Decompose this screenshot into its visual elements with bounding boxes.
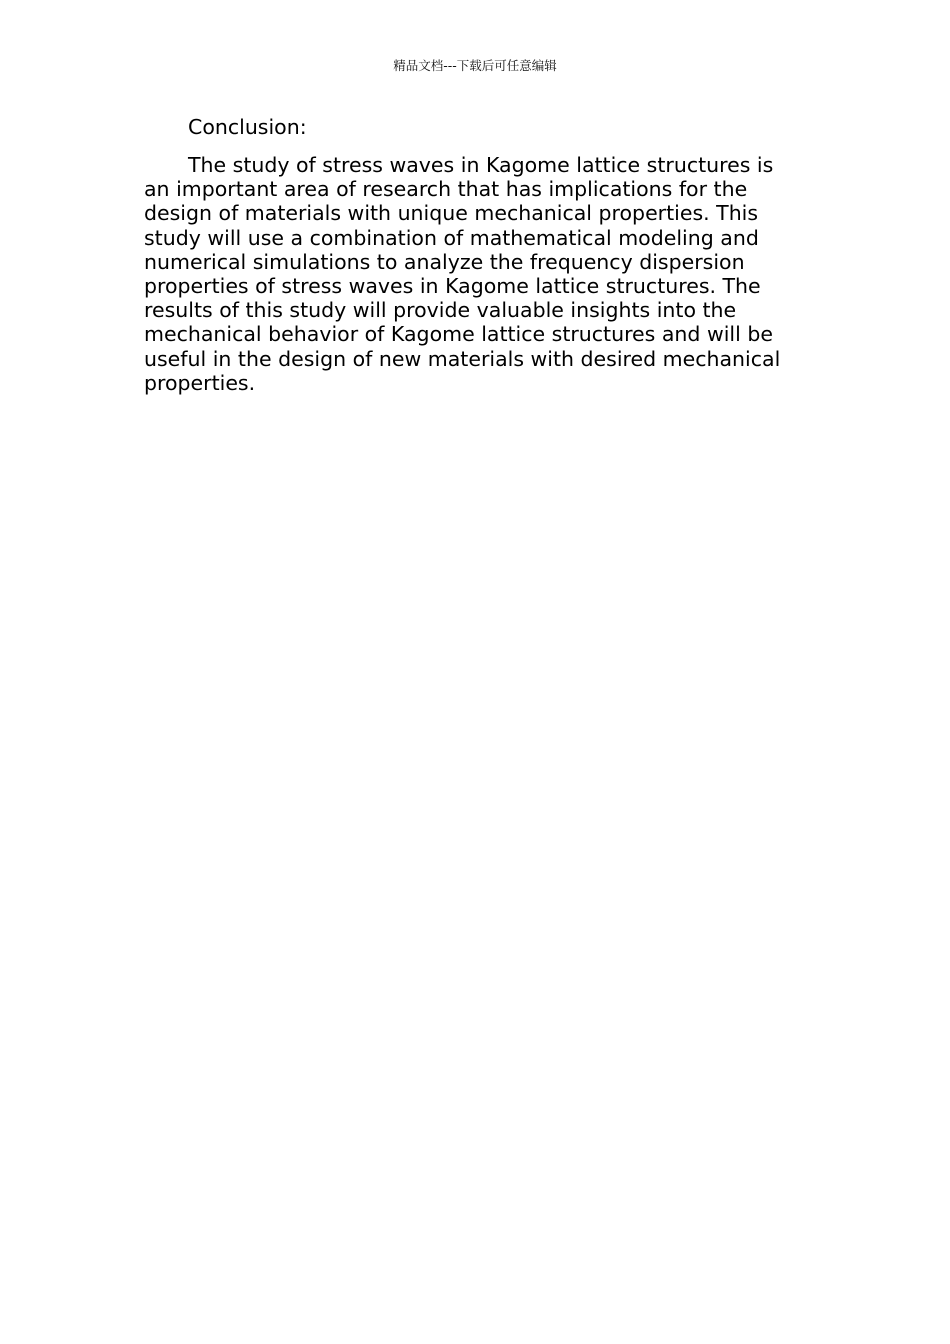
paragraph-line: numerical simulations to analyze the frequency dispersion (144, 249, 745, 274)
paragraph-line: mechanical behavior of Kagome lattice structures and will be (144, 322, 773, 347)
paragraph-line: properties of stress waves in Kagome lattice structures. The (144, 274, 761, 299)
paragraph-line: results of this study will provide valuable insights into the (144, 298, 737, 323)
paragraph-line: useful in the design of new materials with desired mechanical (144, 346, 781, 371)
paragraph-line: an important area of research that has implications for the (144, 177, 748, 202)
conclusion-paragraph (144, 153, 804, 395)
paragraph-line: study will use a combination of mathematical modeling and (144, 225, 759, 250)
document-body (144, 114, 804, 395)
page-header: 精品文档---下载后可任意编辑 (393, 58, 557, 73)
paragraph-line: The study of stress waves in Kagome lattice structures is (188, 153, 774, 177)
paragraph-line: properties. (144, 370, 256, 395)
paragraph-line: design of materials with unique mechanical properties. This (144, 201, 759, 226)
section-heading: Conclusion: (188, 115, 307, 139)
